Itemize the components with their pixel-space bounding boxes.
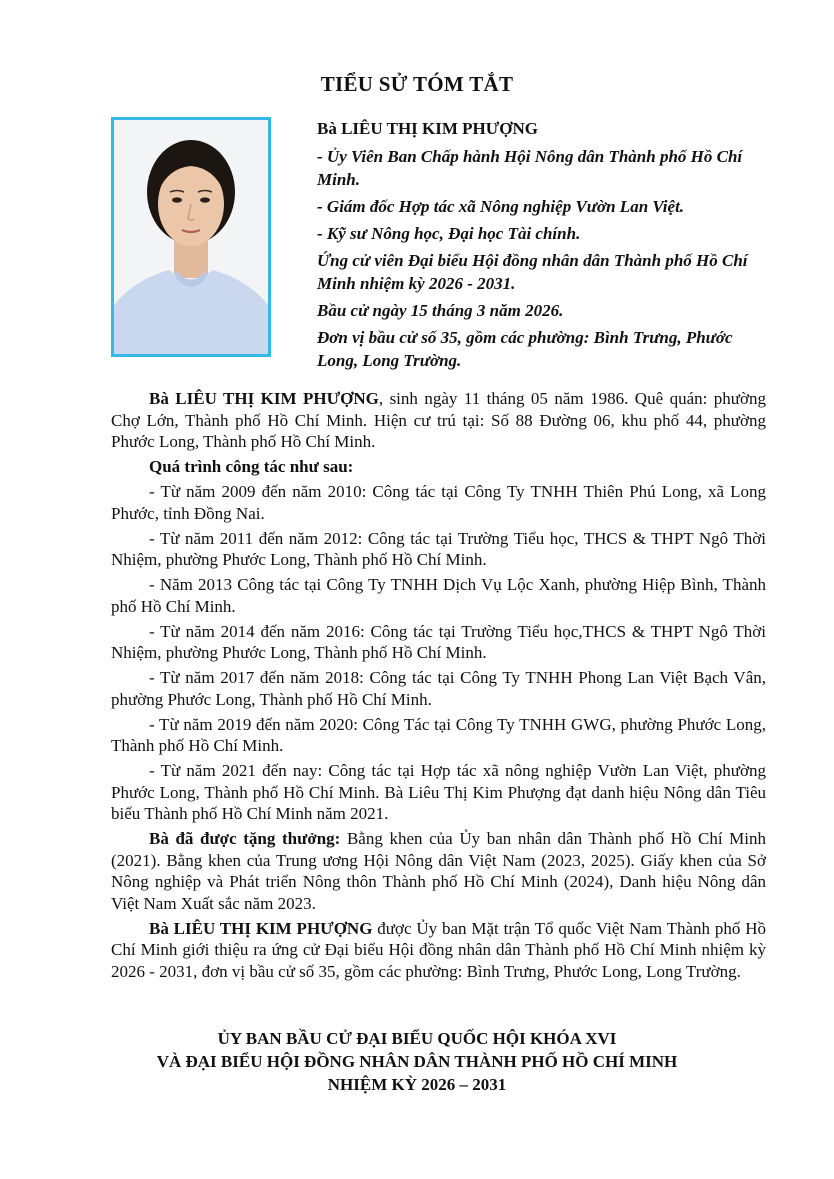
portrait-photo	[111, 117, 271, 357]
committee-term: NHIỆM KỲ 2026 – 2031	[327, 1075, 507, 1094]
work-history-item: - Từ năm 2009 đến năm 2010: Công tác tại Công Ty TNHH Thiên Phú Long, xã Long Phước, tỉnh Đồng Nai.	[111, 482, 766, 523]
committee-line: VÀ ĐẠI BIỂU HỘI ĐỒNG NHÂN DÂN THÀNH PHỐ HỒ CHÍ MINH	[156, 1052, 678, 1071]
candidacy-text: Ứng cử viên Đại biểu Hội đồng nhân dân Thành phố Hồ Chí Minh nhiệm kỳ 2026 - 2031.	[317, 251, 748, 293]
nomination-text: được Ủy ban Mặt trận Tổ quốc Việt Nam Thành phố Hồ Chí Minh giới thiệu ra ứng cử Đại biểu Hội đồng nhân dân Thành phố Hồ Chí Minh nhiệm kỳ 2026 - 2031, đơn vị bầu cử số 35, gồm các phường: Bình Trưng, Phước Long, Long Trường.	[111, 918, 766, 981]
bio-intro-name: Bà LIÊU THỊ KIM PHƯỢNG	[149, 389, 379, 408]
nomination-paragraph	[111, 918, 766, 983]
work-history-item: - Từ năm 2011 đến năm 2012: Công tác tại Trường Tiểu học, THCS & THPT Ngô Thời Nhiệm, phường Phước Long, Thành phố Hồ Chí Minh.	[111, 528, 766, 569]
work-history-item: - Từ năm 2019 đến năm 2020: Công Tác tại Công Ty TNHH GWG, phường Phước Long, Thành phố Hồ Chí Minh.	[111, 714, 766, 755]
nomination-name: Bà LIÊU THỊ KIM PHƯỢNG	[149, 918, 373, 938]
work-history-item: - Năm 2013 Công tác tại Công Ty TNHH Dịch Vụ Lộc Xanh, phường Hiệp Bình, Thành phố Hồ Chí Minh.	[111, 575, 766, 616]
committee-line: ỦY BAN BẦU CỬ ĐẠI BIỂU QUỐC HỘI KHÓA XVI	[217, 1029, 617, 1048]
work-history-item: - Từ năm 2014 đến năm 2016: Công tác tại Trường Tiểu học,THCS & THPT Ngô Thời Nhiệm, phường Phước Long, Thành phố Hồ Chí Minh.	[111, 621, 766, 662]
awards-label: Bà đã được tặng thưởng:	[149, 829, 341, 848]
role-item: - Kỹ sư Nông học, Đại học Tài chính.	[317, 224, 581, 243]
portrait-illustration	[114, 120, 268, 354]
role-item: - Giám đốc Hợp tác xã Nông nghiệp Vườn Lan Việt.	[317, 197, 685, 216]
work-history-item: - Từ năm 2021 đến nay: Công tác tại Hợp tác xã nông nghiệp Vườn Lan Việt, phường Phước Long, Thành phố Hồ Chí Minh. Bà Liêu Thị Kim Phượng đạt danh hiệu Nông dân Tiêu biểu Thành phố Hồ Chí Minh năm 2021.	[111, 761, 766, 823]
candidate-summary	[317, 117, 767, 376]
awards-paragraph	[111, 828, 766, 914]
role-item: - Ủy Viên Ban Chấp hành Hội Nông dân Thành phố Hồ Chí Minh.	[317, 147, 743, 189]
work-history-heading: Quá trình công tác như sau:	[149, 457, 354, 476]
constituency: Đơn vị bầu cử số 35, gồm các phường: Bình Trưng, Phước Long, Long Trường.	[317, 328, 733, 370]
bio-intro-text: , sinh ngày 11 tháng 05 năm 1986. Quê quán: phường Chợ Lớn, Thành phố Hồ Chí Minh. Hiện cư trú tại: Số 88 Đường 06, khu phố 44, phường Phước Long, Thành phố Hồ Chí Minh.	[111, 389, 766, 451]
candidate-name: Bà LIÊU THỊ KIM PHƯỢNG	[317, 119, 539, 138]
election-date: Bầu cử ngày 15 tháng 3 năm 2026.	[317, 301, 564, 320]
bio-intro-paragraph	[111, 388, 766, 453]
issuing-committee	[0, 1027, 834, 1096]
awards-text: Bằng khen của Ủy ban nhân dân Thành phố Hồ Chí Minh (2021). Bằng khen của Trung ương Hội Nông dân Việt Nam (2023, 2025). Giấy khen của Sở Nông nghiệp và Phát triển Nông thôn Thành phố Hồ Chí Minh (2024), Danh hiệu Nông dân Việt Nam Xuất sắc năm 2023.	[111, 829, 766, 913]
biography-body	[111, 388, 766, 986]
document-title: TIỂU SỬ TÓM TẮT	[320, 72, 514, 96]
work-history-item: - Từ năm 2017 đến năm 2018: Công tác tại Công Ty TNHH Phong Lan Việt Bạch Vân, phường Phước Long, Thành phố Hồ Chí Minh.	[111, 668, 766, 709]
